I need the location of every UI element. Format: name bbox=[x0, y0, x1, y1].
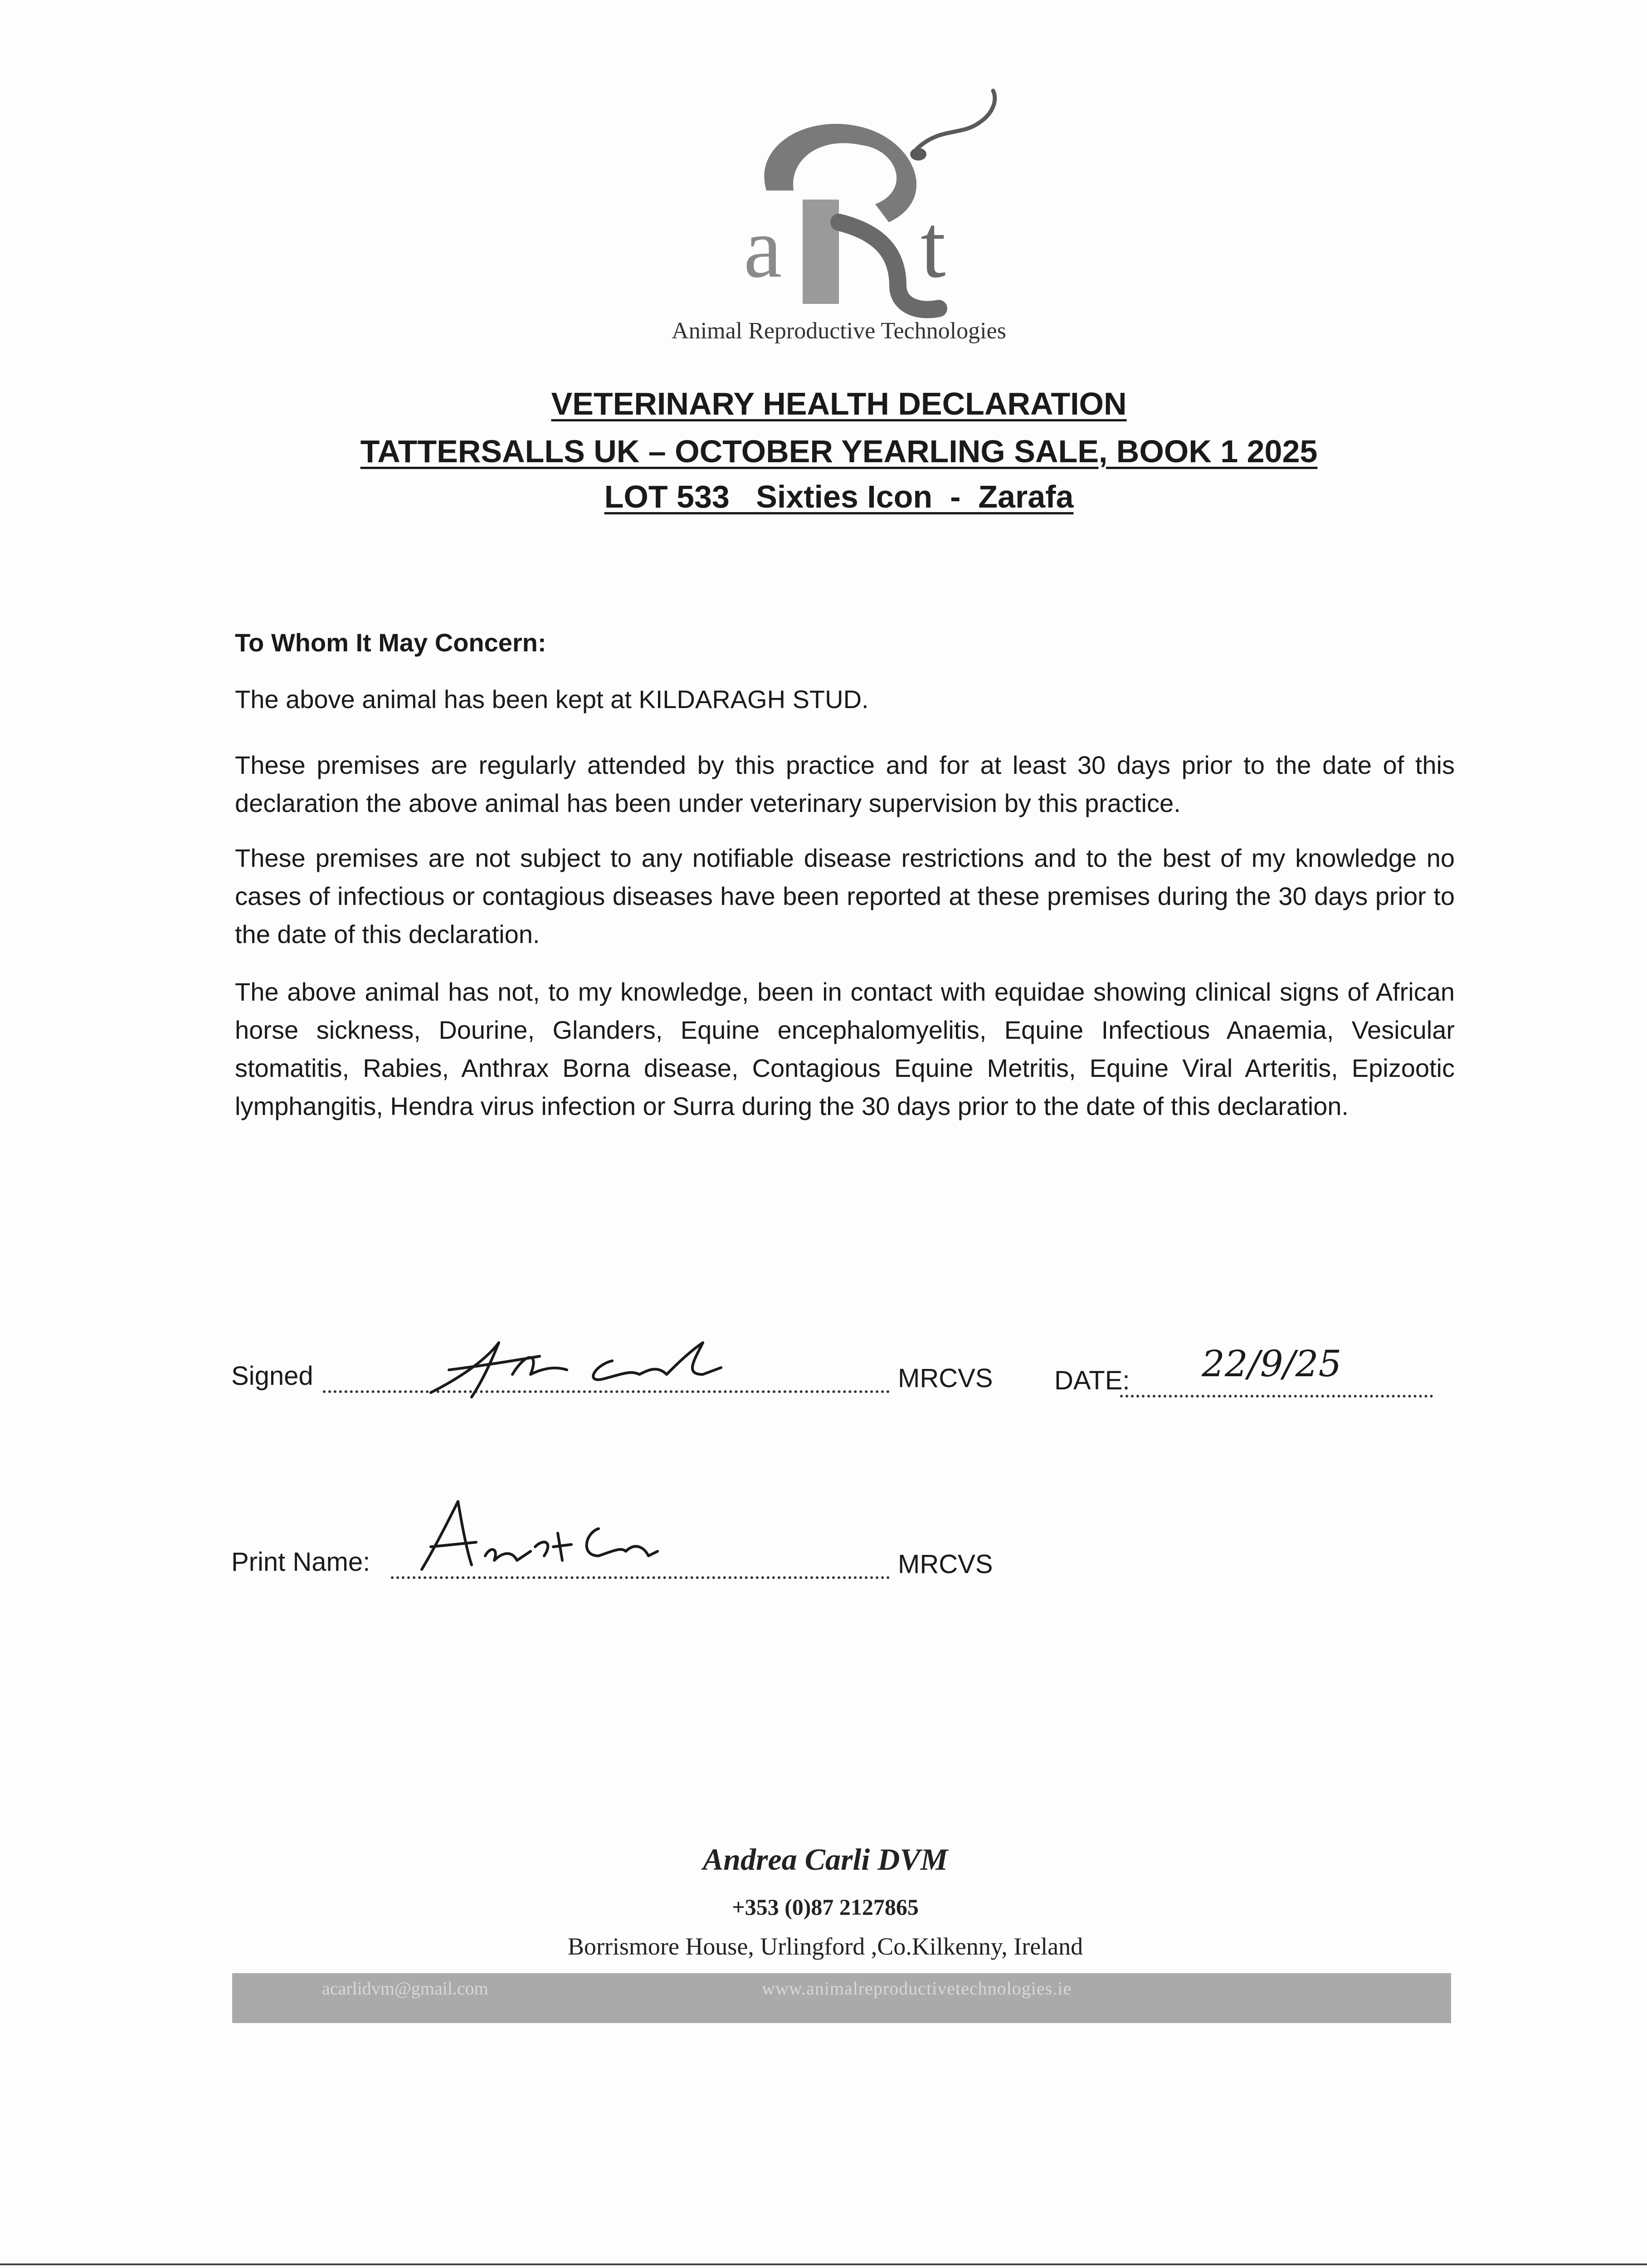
date-value: 22/9/25 bbox=[1202, 1343, 1342, 1385]
signed-mrcvs: MRCVS bbox=[898, 1364, 993, 1393]
lot-title: LOT 533 Sixties Icon - Zarafa bbox=[604, 479, 1074, 514]
signature-image bbox=[422, 1325, 748, 1406]
print-name-handwriting bbox=[408, 1492, 662, 1574]
logo-subtitle: Animal Reproductive Technologies bbox=[672, 318, 1006, 344]
art-logo bbox=[726, 86, 1016, 322]
footer-phone: +353 (0)87 2127865 bbox=[732, 1894, 919, 1920]
footer-vet-name: Andrea Carli DVM bbox=[702, 1842, 948, 1877]
paragraph-supervision: These premises are regularly attended by this practice and for at least 30 days prior to the date of this declaration the above animal has been under veterinary supervision by this practice. bbox=[235, 751, 1455, 817]
paragraph-premises: The above animal has been kept at KILDARAGH STUD. bbox=[235, 685, 869, 714]
paragraph-restrictions: These premises are not subject to any notifiable disease restrictions and to the best of my knowledge no cases of infectious or contagious diseases have been reported at these premises during the 30 days prior to the date of this declaration. bbox=[235, 844, 1455, 948]
document-title: VETERINARY HEALTH DECLARATION bbox=[551, 386, 1127, 421]
footer-address: Borrismore House, Urlingford ,Co.Kilkenny, Ireland bbox=[567, 1933, 1083, 1960]
footer-website[interactable]: www.animalreproductivetechnologies.ie bbox=[762, 1978, 1072, 1999]
scan-edge bbox=[0, 2263, 1647, 2265]
svg-text:t: t bbox=[921, 196, 946, 297]
salutation: To Whom It May Concern: bbox=[235, 628, 546, 657]
print-name-label: Print Name: bbox=[231, 1547, 370, 1577]
print-mrcvs: MRCVS bbox=[898, 1549, 993, 1579]
date-label: DATE: bbox=[1054, 1366, 1130, 1395]
sale-title: TATTERSALLS UK – OCTOBER YEARLING SALE, BOOK 1 2025 bbox=[360, 434, 1318, 469]
signed-label: Signed bbox=[231, 1361, 313, 1391]
paragraph-contact: The above animal has not, to my knowledge, been in contact with equidae showing clinical signs of African horse sickness, Dourine, Glanders, Equine encephalomyelitis, Equine Infectious Anaemia, Vesicular stomatitis, Rabies, Anthrax Borna disease, Contagious Equine Metritis, Equine Viral Arteritis, Epizootic lymphangitis, Hendra virus infection or Surra during the 30 days prior to the date of this declaration. bbox=[235, 978, 1455, 1120]
svg-text:a: a bbox=[744, 200, 782, 296]
footer-email[interactable]: acarlidvm@gmail.com bbox=[322, 1978, 488, 1999]
